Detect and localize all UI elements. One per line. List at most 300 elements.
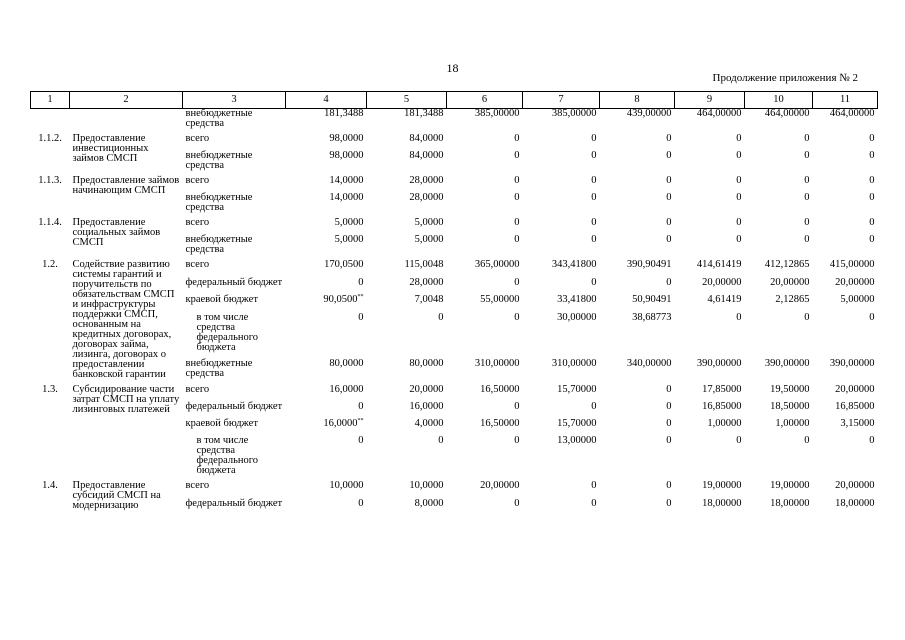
value-text: 10,0000 xyxy=(409,480,444,491)
header-cell: 7 xyxy=(523,92,600,109)
value-cell xyxy=(675,151,745,176)
value-cell xyxy=(813,402,878,419)
item-code: 1.1.2. xyxy=(38,133,62,144)
value-text: 0 xyxy=(514,401,520,412)
table-row xyxy=(31,109,878,135)
funding-source: внебюджетные средства xyxy=(185,192,253,213)
value-cell xyxy=(813,176,878,193)
value-text: 464,00000 xyxy=(696,108,742,119)
value-text: 0 xyxy=(591,133,597,144)
value-text: 181,3488 xyxy=(404,108,444,119)
value-text: 16,0000 xyxy=(323,418,358,429)
value-cell xyxy=(447,359,523,385)
value-cell xyxy=(447,193,523,218)
value-cell xyxy=(367,481,447,499)
value-text: 1,00000 xyxy=(707,418,742,429)
value-cell xyxy=(745,295,813,313)
funding-source: всего xyxy=(185,259,210,270)
value-cell xyxy=(600,419,675,436)
value-cell xyxy=(286,313,367,359)
item-code: 1.1.3. xyxy=(38,175,62,186)
value-cell xyxy=(286,385,367,402)
item-name: Предоставление инвестиционных займов СМСП xyxy=(72,133,149,164)
value-cell xyxy=(286,193,367,218)
footnote-mark: ** xyxy=(357,418,364,424)
value-text: 0 xyxy=(666,497,672,509)
value-text: 0 xyxy=(736,175,742,186)
value-text: 412,12865 xyxy=(764,259,810,270)
value-cell xyxy=(367,193,447,218)
value-cell xyxy=(813,499,878,517)
value-text: 365,00000 xyxy=(474,259,520,270)
value-text: 0 xyxy=(869,133,875,144)
funding-source: в том числе средства федерального бюджета xyxy=(196,435,259,476)
item-name: Предоставление займов начинающим СМСП xyxy=(72,175,180,196)
funding-source: федеральный бюджет xyxy=(185,497,283,509)
value-text: 0 xyxy=(736,133,742,144)
value-text: 15,70000 xyxy=(557,418,597,429)
funding-source: федеральный бюджет xyxy=(185,401,283,412)
continuation-note: Продолжение приложения № 2 xyxy=(712,72,858,84)
value-cell xyxy=(367,218,447,235)
value-text: 0 xyxy=(666,133,672,144)
funding-source: внебюджетные средства xyxy=(185,108,253,129)
value-text: 0 xyxy=(514,311,520,323)
item-name: Предоставление субсидий СМСП на модернизацию xyxy=(72,480,161,511)
value-cell xyxy=(675,176,745,193)
funding-source: внебюджетные средства xyxy=(185,234,253,255)
value-cell xyxy=(286,109,367,135)
value-cell xyxy=(745,151,813,176)
value-cell xyxy=(675,385,745,402)
funding-source: в том числе средства федерального бюджета xyxy=(196,311,259,353)
value-cell xyxy=(600,235,675,260)
value-text: 84,0000 xyxy=(409,150,444,161)
value-text: 390,00000 xyxy=(696,358,742,370)
value-cell xyxy=(523,436,600,481)
header-cell: 3 xyxy=(183,92,286,109)
value-cell xyxy=(286,359,367,385)
funding-source: краевой бюджет xyxy=(185,294,258,306)
value-cell xyxy=(286,134,367,151)
value-cell xyxy=(600,295,675,313)
funding-source: всего xyxy=(185,175,210,186)
header-cell: 11 xyxy=(813,92,878,109)
value-cell xyxy=(523,419,600,436)
value-cell xyxy=(813,151,878,176)
value-cell xyxy=(813,260,878,278)
value-text: 80,0000 xyxy=(329,358,364,370)
value-cell xyxy=(813,235,878,260)
value-text: 0 xyxy=(666,234,672,245)
value-cell xyxy=(367,151,447,176)
value-cell xyxy=(600,109,675,135)
value-text: 14,0000 xyxy=(329,175,364,186)
value-cell xyxy=(600,193,675,218)
value-cell xyxy=(367,436,447,481)
value-text: 16,50000 xyxy=(480,418,520,429)
value-text: 439,00000 xyxy=(626,108,672,119)
value-text: 7,0048 xyxy=(414,294,444,306)
value-cell xyxy=(600,151,675,176)
value-text: 8,0000 xyxy=(414,497,444,509)
value-text: 0 xyxy=(591,497,597,509)
value-text: 0 xyxy=(804,217,810,228)
value-cell xyxy=(447,176,523,193)
value-text: 0 xyxy=(591,401,597,412)
header-cell: 9 xyxy=(675,92,745,109)
value-text: 0 xyxy=(804,311,810,323)
value-cell xyxy=(600,260,675,278)
value-cell xyxy=(813,359,878,385)
value-cell xyxy=(286,235,367,260)
value-text: 0 xyxy=(804,192,810,203)
value-text: 0 xyxy=(591,150,597,161)
item-code: 1.4. xyxy=(42,480,58,491)
table-row xyxy=(31,134,878,151)
value-cell xyxy=(523,499,600,517)
value-cell xyxy=(523,218,600,235)
value-cell xyxy=(600,218,675,235)
value-text: 55,00000 xyxy=(480,294,520,306)
value-text: 0 xyxy=(514,133,520,144)
item-code: 1.2. xyxy=(42,259,58,270)
value-cell xyxy=(447,481,523,499)
value-text: 28,0000 xyxy=(409,276,444,288)
item-name: Предоставление социальных займов СМСП xyxy=(72,217,161,248)
value-cell xyxy=(675,134,745,151)
value-text: 28,0000 xyxy=(409,192,444,203)
value-cell xyxy=(523,481,600,499)
value-cell xyxy=(447,218,523,235)
value-cell xyxy=(523,235,600,260)
funding-source: всего xyxy=(185,133,210,144)
value-text: 115,0048 xyxy=(404,259,444,270)
value-text: 0 xyxy=(666,150,672,161)
value-text: 0 xyxy=(736,217,742,228)
value-cell xyxy=(675,109,745,135)
value-text: 1,00000 xyxy=(775,418,810,429)
funding-source: внебюджетные средства xyxy=(185,358,253,380)
value-text: 0 xyxy=(736,311,742,323)
value-text: 0 xyxy=(666,401,672,412)
value-cell xyxy=(286,419,367,436)
funding-source: федеральный бюджет xyxy=(185,276,283,288)
value-text: 0 xyxy=(591,217,597,228)
value-cell xyxy=(367,176,447,193)
value-text: 17,85000 xyxy=(702,384,742,395)
value-cell xyxy=(745,402,813,419)
value-text: 5,0000 xyxy=(334,234,364,245)
value-text: 0 xyxy=(358,435,364,446)
value-cell xyxy=(745,193,813,218)
value-cell xyxy=(367,109,447,135)
value-text: 50,90491 xyxy=(632,294,672,306)
item-code: 1.3. xyxy=(42,384,58,395)
value-cell xyxy=(745,109,813,135)
value-cell xyxy=(675,419,745,436)
value-text: 0 xyxy=(514,217,520,228)
value-cell xyxy=(813,436,878,481)
value-cell xyxy=(447,260,523,278)
value-text: 0 xyxy=(666,418,672,429)
table-body xyxy=(31,109,878,517)
value-text: 98,0000 xyxy=(329,150,364,161)
value-text: 80,0000 xyxy=(409,358,444,370)
value-cell xyxy=(813,385,878,402)
value-text: 10,0000 xyxy=(329,480,364,491)
value-cell xyxy=(367,313,447,359)
value-text: 170,0500 xyxy=(324,259,364,270)
value-cell xyxy=(523,176,600,193)
value-cell xyxy=(745,481,813,499)
value-text: 464,00000 xyxy=(829,108,875,119)
value-text: 18,00000 xyxy=(835,497,875,509)
funding-source: всего xyxy=(185,384,210,395)
value-cell xyxy=(523,193,600,218)
value-text: 0 xyxy=(591,175,597,186)
value-text: 15,70000 xyxy=(557,384,597,395)
value-text: 0 xyxy=(358,311,364,323)
value-cell xyxy=(367,499,447,517)
value-cell xyxy=(367,235,447,260)
value-cell xyxy=(286,402,367,419)
value-cell xyxy=(813,295,878,313)
value-cell xyxy=(367,134,447,151)
value-cell xyxy=(523,109,600,135)
value-text: 20,00000 xyxy=(480,480,520,491)
value-text: 28,0000 xyxy=(409,175,444,186)
value-cell xyxy=(675,313,745,359)
value-cell xyxy=(600,481,675,499)
value-text: 0 xyxy=(804,150,810,161)
value-cell xyxy=(600,385,675,402)
value-cell xyxy=(523,385,600,402)
value-text: 90,0500 xyxy=(323,294,358,306)
value-text: 464,00000 xyxy=(764,108,810,119)
value-cell xyxy=(745,260,813,278)
item-code xyxy=(31,109,70,135)
value-text: 181,3488 xyxy=(324,108,364,119)
value-text: 0 xyxy=(514,192,520,203)
value-text: 0 xyxy=(514,276,520,288)
value-cell xyxy=(286,176,367,193)
value-cell xyxy=(286,295,367,313)
value-text: 84,0000 xyxy=(409,133,444,144)
value-cell xyxy=(745,218,813,235)
value-text: 0 xyxy=(358,276,364,288)
header-cell: 5 xyxy=(367,92,447,109)
value-text: 5,0000 xyxy=(414,217,444,228)
page-number: 18 xyxy=(446,61,459,75)
value-text: 0 xyxy=(591,276,597,288)
value-cell xyxy=(600,402,675,419)
value-text: 18,50000 xyxy=(770,401,810,412)
table-row xyxy=(31,218,878,235)
table-header xyxy=(31,92,878,109)
value-text: 0 xyxy=(869,217,875,228)
value-text: 0 xyxy=(736,150,742,161)
value-cell xyxy=(367,295,447,313)
value-text: 5,0000 xyxy=(414,234,444,245)
value-cell xyxy=(600,359,675,385)
value-text: 0 xyxy=(358,401,364,412)
value-text: 0 xyxy=(869,150,875,161)
table-row xyxy=(31,260,878,278)
value-text: 385,00000 xyxy=(551,108,597,119)
value-text: 20,00000 xyxy=(835,276,875,288)
value-cell xyxy=(745,134,813,151)
value-cell xyxy=(813,193,878,218)
value-text: 18,00000 xyxy=(702,497,742,509)
value-cell xyxy=(813,419,878,436)
value-text: 4,61419 xyxy=(707,294,742,306)
value-cell xyxy=(600,176,675,193)
value-text: 343,41800 xyxy=(551,259,597,270)
value-cell xyxy=(813,218,878,235)
value-text: 5,0000 xyxy=(334,217,364,228)
value-cell xyxy=(675,499,745,517)
value-text: 16,0000 xyxy=(409,401,444,412)
budget-table xyxy=(30,91,878,516)
value-text: 0 xyxy=(666,217,672,228)
value-cell xyxy=(447,499,523,517)
value-text: 0 xyxy=(666,480,672,491)
value-text: 0 xyxy=(666,175,672,186)
value-text: 0 xyxy=(438,435,444,446)
value-cell xyxy=(447,278,523,296)
value-text: 0 xyxy=(438,311,444,323)
value-cell xyxy=(813,134,878,151)
funding-source: всего xyxy=(185,217,210,228)
value-text: 310,00000 xyxy=(474,358,520,370)
value-text: 19,50000 xyxy=(770,384,810,395)
value-text: 390,00000 xyxy=(829,358,875,370)
value-cell xyxy=(523,295,600,313)
value-cell xyxy=(745,359,813,385)
funding-source: краевой бюджет xyxy=(185,418,258,429)
value-text: 0 xyxy=(869,234,875,245)
value-cell xyxy=(447,134,523,151)
table-row xyxy=(31,481,878,499)
value-cell xyxy=(447,235,523,260)
table-row xyxy=(31,176,878,193)
value-cell xyxy=(523,151,600,176)
value-text: 0 xyxy=(514,234,520,245)
value-text: 0 xyxy=(514,150,520,161)
value-cell xyxy=(745,436,813,481)
value-text: 19,00000 xyxy=(702,480,742,491)
value-cell xyxy=(367,359,447,385)
value-text: 0 xyxy=(869,175,875,186)
value-text: 0 xyxy=(804,234,810,245)
value-text: 385,00000 xyxy=(474,108,520,119)
value-text: 5,00000 xyxy=(840,294,875,306)
value-cell xyxy=(600,436,675,481)
value-cell xyxy=(675,436,745,481)
value-text: 0 xyxy=(804,133,810,144)
value-text: 0 xyxy=(736,234,742,245)
header-cell: 10 xyxy=(745,92,813,109)
value-text: 310,00000 xyxy=(551,358,597,370)
value-cell xyxy=(675,218,745,235)
value-text: 0 xyxy=(666,384,672,395)
value-text: 4,0000 xyxy=(414,418,444,429)
value-text: 16,85000 xyxy=(835,401,875,412)
value-cell xyxy=(367,385,447,402)
value-cell xyxy=(745,235,813,260)
value-cell xyxy=(675,193,745,218)
value-text: 0 xyxy=(804,435,810,446)
value-text: 98,0000 xyxy=(329,133,364,144)
item-code: 1.1.4. xyxy=(38,217,62,228)
value-cell xyxy=(675,295,745,313)
value-cell xyxy=(447,295,523,313)
value-cell xyxy=(600,278,675,296)
funding-source: всего xyxy=(185,480,210,491)
value-text: 0 xyxy=(869,311,875,323)
value-cell xyxy=(745,278,813,296)
value-text: 0 xyxy=(666,276,672,288)
value-text: 20,00000 xyxy=(702,276,742,288)
value-text: 2,12865 xyxy=(775,294,810,306)
value-text: 13,00000 xyxy=(557,435,597,446)
value-text: 3,15000 xyxy=(840,418,875,429)
value-text: 340,00000 xyxy=(626,358,672,370)
value-text: 16,85000 xyxy=(702,401,742,412)
item-name: Субсидирование части затрат СМСП на уплату лизинговых платежей xyxy=(72,384,180,415)
value-cell xyxy=(813,313,878,359)
funding-source: внебюджетные средства xyxy=(185,150,253,171)
value-cell xyxy=(523,278,600,296)
value-cell xyxy=(447,436,523,481)
value-cell xyxy=(286,151,367,176)
value-cell xyxy=(813,278,878,296)
value-cell xyxy=(523,313,600,359)
value-cell xyxy=(286,260,367,278)
value-cell xyxy=(675,402,745,419)
header-cell: 4 xyxy=(286,92,367,109)
value-cell xyxy=(286,436,367,481)
value-text: 18,00000 xyxy=(770,497,810,509)
header-cell: 1 xyxy=(31,92,70,109)
value-cell xyxy=(447,419,523,436)
value-cell xyxy=(745,419,813,436)
header-cell: 6 xyxy=(447,92,523,109)
value-text: 0 xyxy=(591,234,597,245)
value-text: 0 xyxy=(514,175,520,186)
header-row xyxy=(31,92,878,109)
value-text: 0 xyxy=(666,435,672,446)
footnote-mark: ** xyxy=(357,294,364,301)
value-text: 20,0000 xyxy=(409,384,444,395)
value-cell xyxy=(600,313,675,359)
item-name xyxy=(70,109,183,135)
value-text: 20,00000 xyxy=(835,480,875,491)
value-cell xyxy=(745,499,813,517)
value-text: 414,61419 xyxy=(696,259,742,270)
value-cell xyxy=(813,109,878,135)
value-cell xyxy=(600,499,675,517)
value-cell xyxy=(523,402,600,419)
value-text: 0 xyxy=(869,192,875,203)
value-text: 16,50000 xyxy=(480,384,520,395)
value-cell xyxy=(447,151,523,176)
value-cell xyxy=(286,499,367,517)
value-text: 390,90491 xyxy=(626,259,672,270)
value-text: 20,00000 xyxy=(770,276,810,288)
value-cell xyxy=(675,359,745,385)
